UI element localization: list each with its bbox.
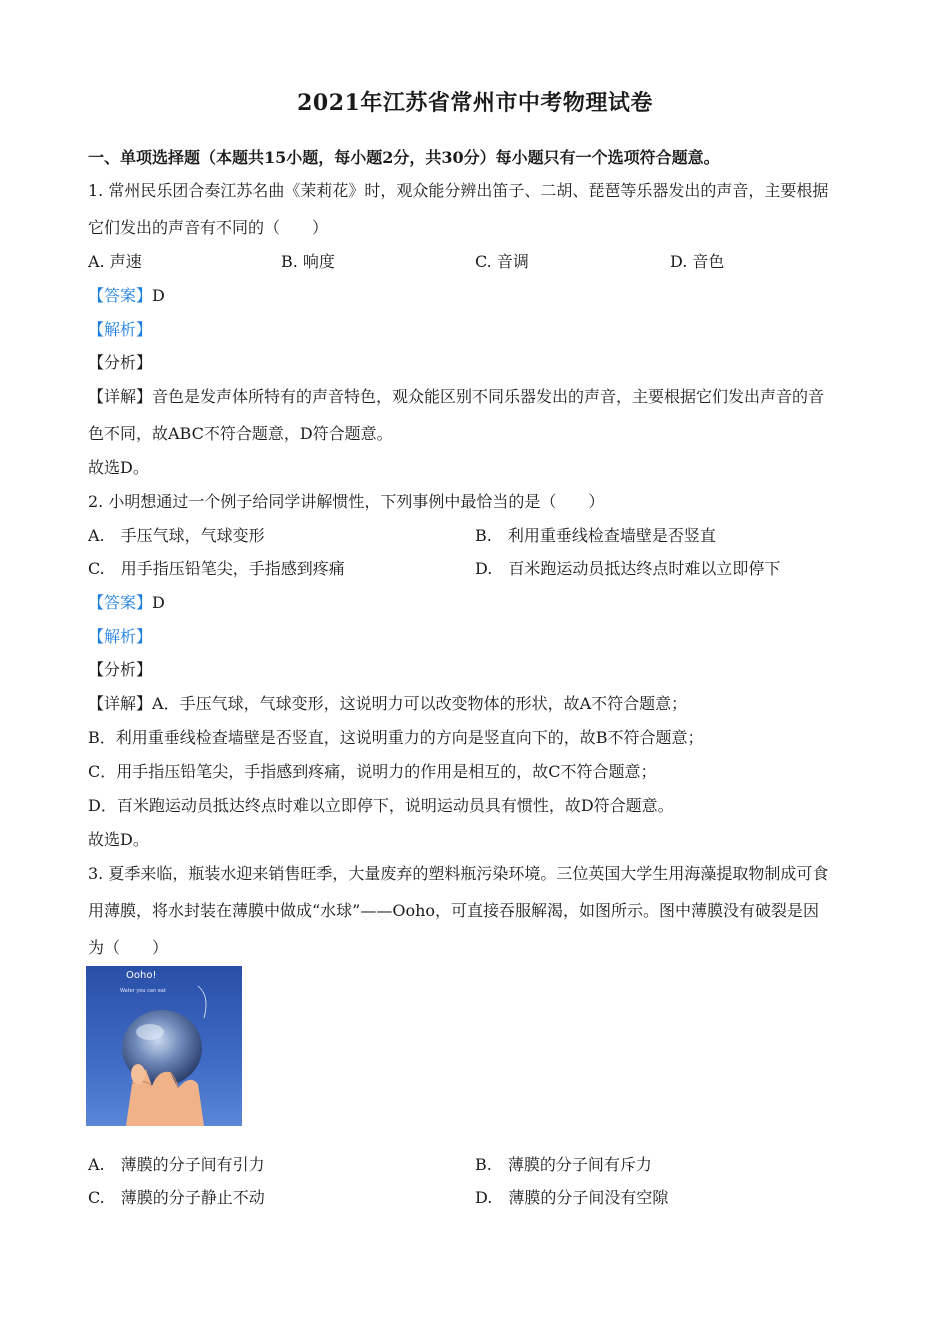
q2-detail-c: C．用手指压铅笔尖，手指感到疼痛，说明力的作用是相互的，故C不符合题意； [88, 762, 657, 781]
section-heading: 一、单项选择题（本题共15小题，每小题2分，共30分）每小题只有一个选项符合题意。 [88, 148, 720, 167]
ooho-water-ball-photo [86, 966, 242, 1126]
q2-answer-value: D [152, 593, 165, 612]
ooho-title-text: Ooho! [126, 970, 157, 981]
q2-detail-b: B．利用重垂线检查墙壁是否竖直，这说明重力的方向是竖直向下的，故B不符合题意； [88, 728, 704, 747]
q2-fenxi-tag: 【分析】 [88, 660, 153, 679]
q3-option-b: B. 薄膜的分子间有斥力 [475, 1155, 652, 1174]
q1-stem-line1: 1. 常州民乐团合奏江苏名曲《茉莉花》时，观众能分辨出笛子、二胡、琵琶等乐器发出的声音，主要根据 [88, 181, 829, 200]
q1-option-a: A. 声速 [88, 252, 142, 271]
q2-answer [88, 590, 878, 613]
q1-answer [88, 283, 878, 306]
q2-conclusion: 故选D。 [88, 830, 149, 849]
q2-analysis-tag: 【解析】 [88, 627, 153, 646]
q1-stem-line2: 它们发出的声音有不同的（ ） [88, 218, 329, 237]
q2-option-c: C. 用手指压铅笔尖，手指感到疼痛 [88, 559, 345, 578]
q2-stem: 2. 小明想通过一个例子给同学讲解惯性，下列事例中最恰当的是（ ） [88, 492, 605, 511]
q2-detail-a: 【详解】A．手压气球，气球变形，这说明力可以改变物体的形状，故A不符合题意； [88, 694, 688, 713]
q3-stem-line3: 为（ ） [88, 938, 169, 957]
page-title: 2021年江苏省常州市中考物理试卷 [297, 90, 653, 116]
q3-stem-line2: 用薄膜，将水封装在薄膜中做成“水球”——Ooho，可直接吞服解渴，如图所示。图中薄膜没有破裂是因 [88, 901, 820, 920]
q1-answer-value: D [152, 286, 165, 305]
q3-option-a: A. 薄膜的分子间有引力 [88, 1155, 265, 1174]
ooho-caption-text: Water you can eat [120, 988, 166, 994]
q2-option-d: D. 百米跑运动员抵达终点时难以立即停下 [475, 559, 781, 578]
answer-tag: 【答案】 [88, 593, 153, 612]
q1-detail-line2: 色不同，故ABC不符合题意，D符合题意。 [88, 424, 393, 443]
ooho-photo-illustration [86, 966, 242, 1126]
q1-detail-line1: 【详解】音色是发声体所特有的声音特色，观众能区别不同乐器发出的声音，主要根据它们发出声音的音 [88, 387, 825, 406]
q3-stem-line1: 3. 夏季来临，瓶装水迎来销售旺季，大量废弃的塑料瓶污染环境。三位英国大学生用海藻提取物制成可食 [88, 864, 829, 883]
q1-option-c: C. 音调 [475, 252, 529, 271]
detail-tag: 【详解】 [88, 387, 153, 406]
q3-option-c: C. 薄膜的分子静止不动 [88, 1188, 265, 1207]
answer-tag: 【答案】 [88, 286, 153, 305]
q2-option-b: B. 利用重垂线检查墙壁是否竖直 [475, 526, 716, 545]
q2-option-a: A. 手压气球，气球变形 [88, 526, 265, 545]
q2-detail-d: D．百米跑运动员抵达终点时难以立即停下，说明运动员具有惯性，故D符合题意。 [88, 796, 674, 815]
q1-conclusion: 故选D。 [88, 458, 149, 477]
q3-option-d: D. 薄膜的分子间没有空隙 [475, 1188, 669, 1207]
q1-option-d: D. 音色 [670, 252, 725, 271]
q1-option-b: B. 响度 [281, 252, 335, 271]
detail-tag: 【详解】 [88, 694, 153, 713]
q1-analysis-tag: 【解析】 [88, 320, 153, 339]
q1-fenxi-tag: 【分析】 [88, 353, 153, 372]
